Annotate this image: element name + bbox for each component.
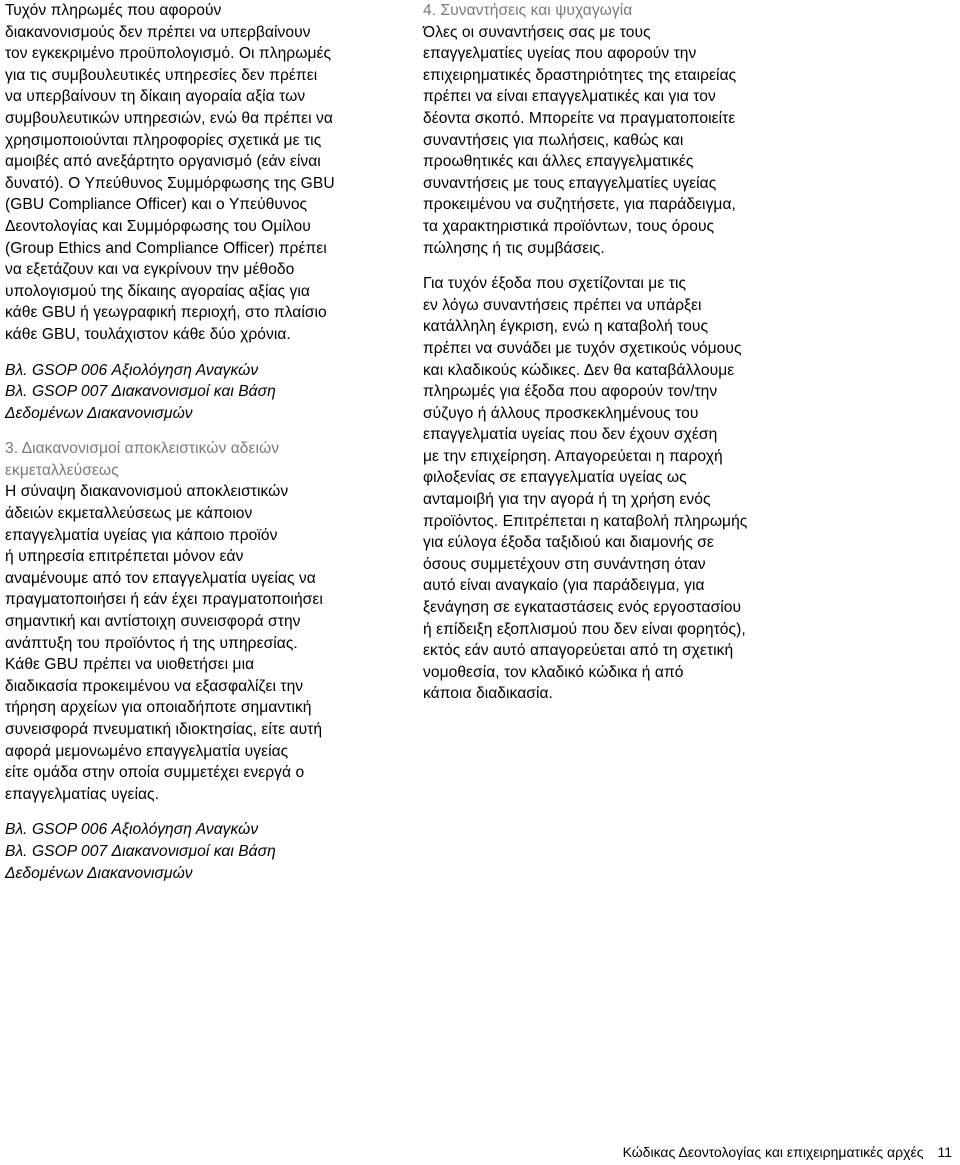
text-line: χρησιμοποιούνται πληροφορίες σχετικά με τις	[5, 131, 322, 149]
text-line: Τυχόν πληρωμές που αφορούν	[5, 2, 222, 19]
text-line: συναντήσεις για πωλήσεις, καθώς και	[423, 131, 684, 149]
reference-line: Βλ. GSOP 006 Αξιολόγηση Αναγκών	[5, 821, 259, 839]
text-line: τα χαρακτηριστικά προϊόντων, τους όρους	[423, 217, 715, 235]
section-heading-3	[5, 438, 425, 481]
text-line: φιλοξενίας σε επαγγελματία υγείας ως	[423, 469, 687, 487]
text-line: επαγγελματίες υγείας που αφορούν την	[423, 45, 697, 63]
text-line: αμοιβές από ανεξάρτητο οργανισμό (εάν είναι	[5, 153, 321, 171]
text-line: με την επιχείρηση. Απαγορεύεται η παροχή	[423, 447, 723, 465]
text-line: να εξετάζουν και να εγκρίνουν την μέθοδο	[5, 261, 295, 279]
text-line: Όλες οι συναντήσεις σας με τους	[423, 23, 651, 41]
section-4-paragraph-1	[423, 22, 843, 260]
section-4-paragraph-2	[423, 273, 843, 705]
text-line: αυτό είναι αναγκαίο (για παράδειγμα, για	[423, 577, 705, 595]
text-line: ξενάγηση σε εγκαταστάσεις ενός εργοστασίου	[423, 599, 742, 617]
intro-paragraph	[5, 0, 425, 346]
reference-list	[5, 819, 425, 884]
text-line: προωθητικές και άλλες επαγγελματικές	[423, 153, 694, 171]
text-line: επιχειρηματικές δραστηριότητες της εταιρείας	[423, 66, 737, 84]
text-line: τον εγκεκριμένο προϋπολογισμό. Οι πληρωμές	[5, 45, 332, 63]
text-line: και κλαδικούς κώδικες. Δεν θα καταβάλλουμε	[423, 361, 735, 379]
text-line: να υπερβαίνουν τη δίκαιη αγοραία αξία των	[5, 88, 306, 106]
text-line: αναμένουμε από τον επαγγελματία υγείας να	[5, 569, 316, 587]
text-line: νομοθεσία, τον κλαδικό κώδικα ή από	[423, 663, 684, 681]
text-line: ανταμοιβή για την αγορά ή τη χρήση ενός	[423, 491, 711, 509]
text-line: για τις συμβουλευτικές υπηρεσίες δεν πρέπει	[5, 66, 318, 84]
text-line: άδειών εκμεταλλεύσεως με κάποιον	[5, 505, 253, 523]
text-line: ή επίδειξη εξοπλισμού που δεν είναι φορητός),	[423, 620, 746, 638]
section-3-body	[5, 481, 425, 805]
reference-line: Βλ. GSOP 007 Διακανονισμοί και Βάση	[5, 842, 276, 860]
text-line: πληρωμές για έξοδα που αφορούν τον/την	[423, 383, 718, 401]
text-line: (Group Ethics and Compliance Officer) πρέπει	[5, 239, 327, 257]
text-line: Η σύναψη διακανονισμού αποκλειστικών	[5, 483, 289, 501]
text-line: υπολογισμού της δίκαιης αγοραίας αξίας για	[5, 282, 310, 300]
text-line: προκειμένου να συζητήσετε, για παράδειγμα,	[423, 196, 736, 214]
text-line: δυνατό). Ο Υπεύθυνος Συμμόρφωσης της GBU	[5, 174, 335, 192]
reference-line: Βλ. GSOP 006 Αξιολόγηση Αναγκών	[5, 361, 259, 379]
paragraph-gap	[5, 424, 425, 438]
text-line: δέοντα σκοπό. Μπορείτε να πραγματοποιείτε	[423, 109, 736, 127]
paragraph-gap	[423, 259, 843, 273]
text-line: επαγγελματία υγείας που δεν έχουν σχέση	[423, 426, 718, 444]
text-line: τήρηση αρχείων για οποιαδήποτε σημαντική	[5, 699, 312, 717]
text-line: ή υπηρεσία επιτρέπεται μόνον εάν	[5, 548, 244, 566]
text-line: συναντήσεις με τους επαγγελματίες υγείας	[423, 174, 717, 192]
heading-line: 3. Διακανονισμοί αποκλειστικών αδειών	[5, 440, 280, 458]
text-line: συνεισφορά πνευματική ιδιοκτησίας, είτε αυτή	[5, 721, 323, 738]
left-column	[5, 0, 425, 884]
text-line: διαδικασία προκειμένου να εξασφαλίζει την	[5, 677, 304, 695]
text-line: κάθε GBU, τουλάχιστον κάθε δύο χρόνια.	[5, 325, 291, 343]
text-line: (GBU Compliance Officer) και ο Υπεύθυνος	[5, 196, 308, 214]
reference-line: Βλ. GSOP 007 Διακανονισμοί και Βάση	[5, 383, 276, 401]
text-line: Δεοντολογίας και Συμμόρφωσης του Ομίλου	[5, 217, 311, 235]
paragraph-gap	[5, 805, 425, 819]
text-line: σημαντική και αντίστοιχη συνεισφορά στην	[5, 613, 301, 631]
text-line: κάθε GBU ή γεωγραφική περιοχή, στο πλαίσιο	[5, 304, 327, 322]
text-line: συμβουλευτικών υπηρεσιών, ενώ θα πρέπει να	[5, 109, 333, 127]
text-line: εκτός εάν αυτό απαγορεύεται από τη σχετική	[423, 642, 734, 660]
text-line: πραγματοποιήσει ή εάν έχει πραγματοποιήσει	[5, 591, 323, 609]
text-line: κατάλληλη έγκριση, ενώ η καταβολή τους	[423, 318, 709, 336]
page-number: 11	[937, 1144, 952, 1160]
reference-list	[5, 360, 425, 425]
text-line: σύζυγο ή άλλους προσκεκλημένους του	[423, 404, 699, 422]
text-line: προϊόντος. Επιτρέπεται η καταβολή πληρωμής	[423, 512, 748, 530]
text-line: όσους συμμετέχουν στη συνάντηση όταν	[423, 555, 706, 573]
right-column	[423, 0, 843, 705]
text-line: ανάπτυξη του προϊόντος ή της υπηρεσίας.	[5, 634, 298, 652]
page-footer	[500, 1143, 952, 1161]
text-line: πρέπει να είναι επαγγελματικές και για τον	[423, 88, 716, 106]
text-line: επαγγελματίας υγείας.	[5, 785, 159, 803]
reference-line: Δεδομένων Διακανονισμών	[5, 404, 193, 422]
text-line: Κάθε GBU πρέπει να υιοθετήσει μια	[5, 656, 255, 674]
text-line: για εύλογα έξοδα ταξιδιού και διαμονής σε	[423, 534, 714, 552]
text-line: είτε ομάδα στην οποία συμμετέχει ενεργά ο	[5, 764, 305, 782]
text-line: πώλησης ή τις συμβάσεις.	[423, 239, 605, 257]
text-line: διακανονισμούς δεν πρέπει να υπερβαίνουν	[5, 23, 311, 41]
text-line: αφορά μεμονωμένο επαγγελματία υγείας	[5, 742, 289, 760]
text-line: επαγγελματία υγείας για κάποιο προϊόν	[5, 526, 278, 544]
text-line: εν λόγω συναντήσεις πρέπει να υπάρξει	[423, 296, 702, 314]
section-heading-4: 4. Συναντήσεις και ψυχαγωγία	[423, 2, 633, 19]
heading-line: εκμεταλλεύσεως	[5, 461, 119, 479]
text-line: Για τυχόν έξοδα που σχετίζονται με τις	[423, 275, 687, 293]
text-line: πρέπει να συνάδει με τυχόν σχετικούς νόμους	[423, 339, 742, 357]
text-line: κάποια διαδικασία.	[423, 685, 553, 703]
reference-line: Δεδομένων Διακανονισμών	[5, 864, 193, 882]
paragraph-gap	[5, 346, 425, 360]
footer-title: Κώδικας Δεοντολογίας και επιχειρηματικές αρχές	[622, 1144, 924, 1160]
